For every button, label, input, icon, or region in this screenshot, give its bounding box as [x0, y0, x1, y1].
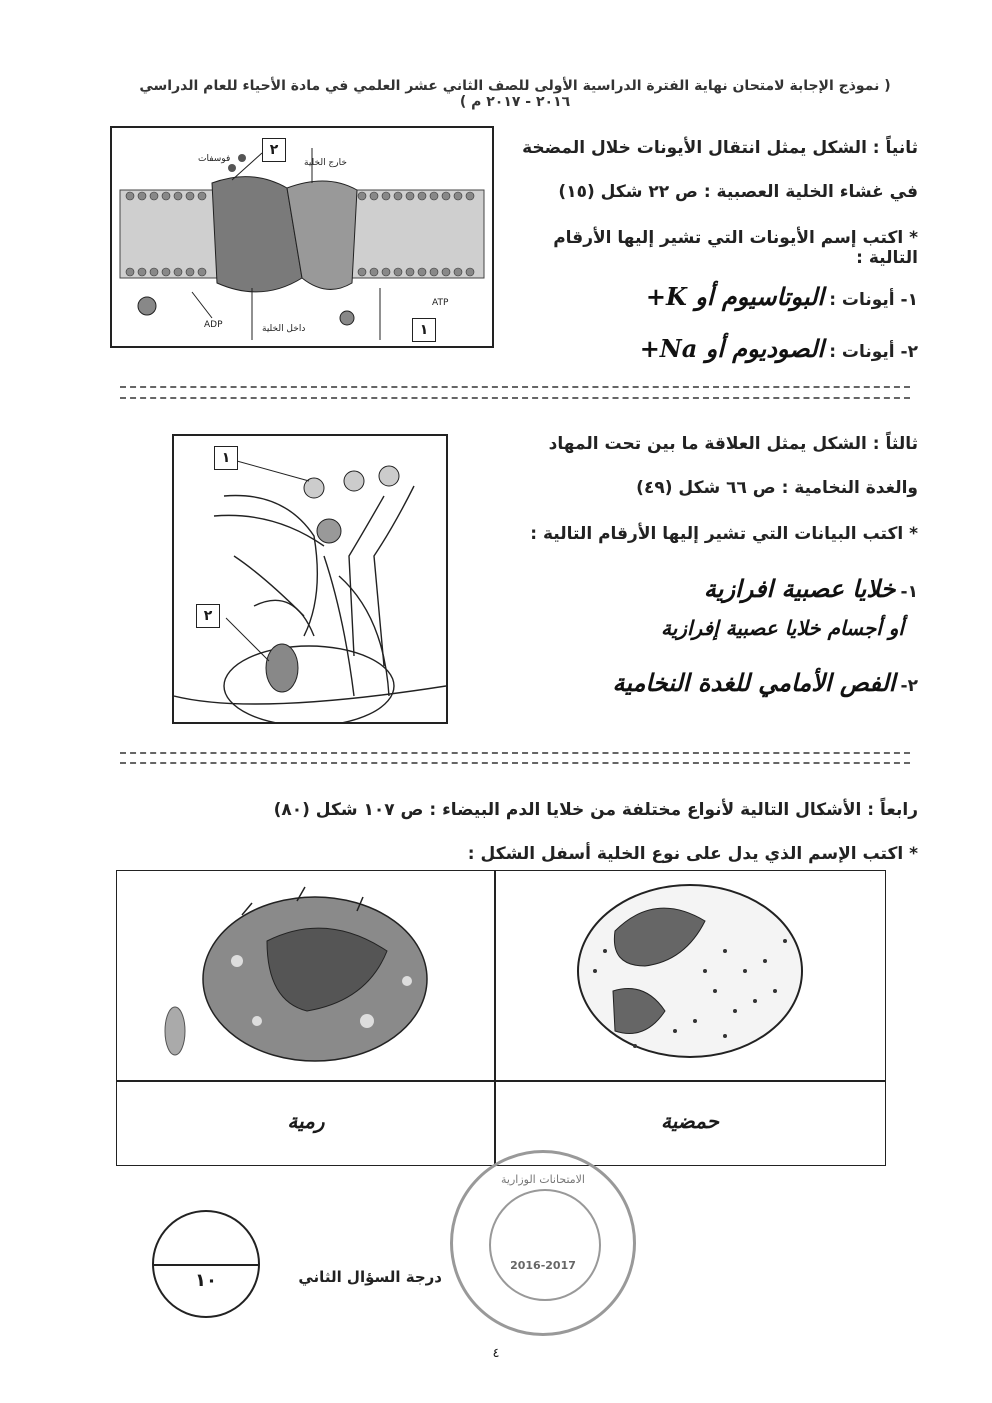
hypothalamus-pituitary-figure: [172, 434, 448, 724]
q3-instruction: * اكتب البيانات التي تشير إليها الأرقام التالية :: [530, 524, 918, 544]
answer-right: حمضية: [660, 1109, 720, 1133]
monocyte-cell-drawing: [117, 871, 495, 1081]
stamp-year: 2016-2017: [510, 1259, 576, 1272]
q3-item-2-prefix: ٢-: [900, 676, 918, 696]
cell-figure-right: [494, 870, 886, 1082]
section-divider-1b: [120, 397, 910, 399]
stamp-inner-ring: [489, 1189, 601, 1301]
figure-number-1-box: ١: [214, 446, 238, 470]
stamp-text: الامتحانات الوزارية: [501, 1173, 585, 1186]
white-blood-cells-table: [116, 870, 886, 1164]
cell-figure-left: [116, 870, 496, 1082]
q2-item-2-answer: الصوديوم أو Na+: [639, 334, 825, 363]
q3-item-1-alt-answer: أو أجسام خلايا عصبية إفرازية: [661, 616, 904, 640]
score-divider: [154, 1264, 258, 1266]
figure-number-1-box: ١: [412, 318, 436, 342]
atp-label: ATP: [432, 298, 449, 308]
section-divider-2b: [120, 762, 910, 764]
q2-instruction: * اكتب إسم الأيونات التي تشير إليها الأرقام التالية :: [553, 228, 918, 268]
outside-cell-label: خارج الخلية: [304, 158, 347, 168]
section-divider-1: [120, 386, 910, 388]
cell-answer-left: [116, 1080, 496, 1166]
q2-intro-line1: ثانياً : الشكل يمثل انتقال الأيونات خلال المضخة: [522, 138, 918, 158]
membrane-pump-diagram: [112, 128, 492, 346]
score-label: درجة السؤال الثاني: [298, 1268, 442, 1286]
score-circle: [152, 1210, 260, 1318]
q2-item-2-prefix: ٢- أيونات :: [829, 342, 918, 362]
page-number: ٤: [492, 1346, 500, 1361]
official-stamp: [450, 1150, 636, 1336]
q2-item-2: [540, 334, 918, 363]
q2-item-1: [540, 282, 918, 311]
q3-item-2: [480, 668, 918, 697]
q4-instruction: * اكتب الإسم الذي يدل على نوع الخلية أسفل الشكل :: [467, 844, 918, 864]
hypothalamus-pituitary-diagram: [174, 436, 446, 722]
q3-item-2-answer: الفص الأمامي للغدة النخامية: [612, 668, 896, 697]
figure-number-2-box: ٢: [262, 138, 286, 162]
q3-item-1-prefix: ١-: [900, 582, 918, 602]
q3-intro-line2: والغدة النخامية : ص ٦٦ شكل (٤٩): [636, 478, 918, 498]
ion-pump-figure: [110, 126, 494, 348]
q3-intro-line1: ثالثاً : الشكل يمثل العلاقة ما بين تحت المهاد: [548, 434, 918, 454]
figure-number-2-box: ٢: [196, 604, 220, 628]
q2-item-1-answer: البوتاسيوم أو K+: [645, 282, 825, 311]
q2-intro-line2: في غشاء الخلية العصبية : ص ٢٢ شكل (١٥): [558, 182, 918, 202]
score-value: ١٠: [195, 1270, 217, 1291]
inside-cell-label: داخل الخلية: [262, 324, 306, 334]
adp-label: ADP: [204, 320, 223, 330]
answer-left: رمية: [287, 1109, 325, 1133]
q2-item-1-prefix: ١- أيونات :: [829, 290, 918, 310]
q3-item-1-answer: خلايا عصبية افرازية: [703, 574, 896, 603]
phosphate-label: فوسفات: [198, 154, 231, 164]
eosinophil-cell-drawing: [495, 871, 885, 1081]
q3-item-1: [520, 574, 918, 603]
q4-intro: رابعاً : الأشكال التالية لأنواع مختلفة من خلايا الدم البيضاء : ص ١٠٧ شكل (٨٠): [273, 800, 918, 820]
section-divider-2: [120, 752, 910, 754]
page-header: ( نموذج الإجابة لامتحان نهاية الفترة الدراسية الأولى للصف الثاني عشر العلمي في مادة الأحياء للعام الدراسي ٢٠١٦ - ٢٠١٧ م ): [139, 78, 891, 110]
